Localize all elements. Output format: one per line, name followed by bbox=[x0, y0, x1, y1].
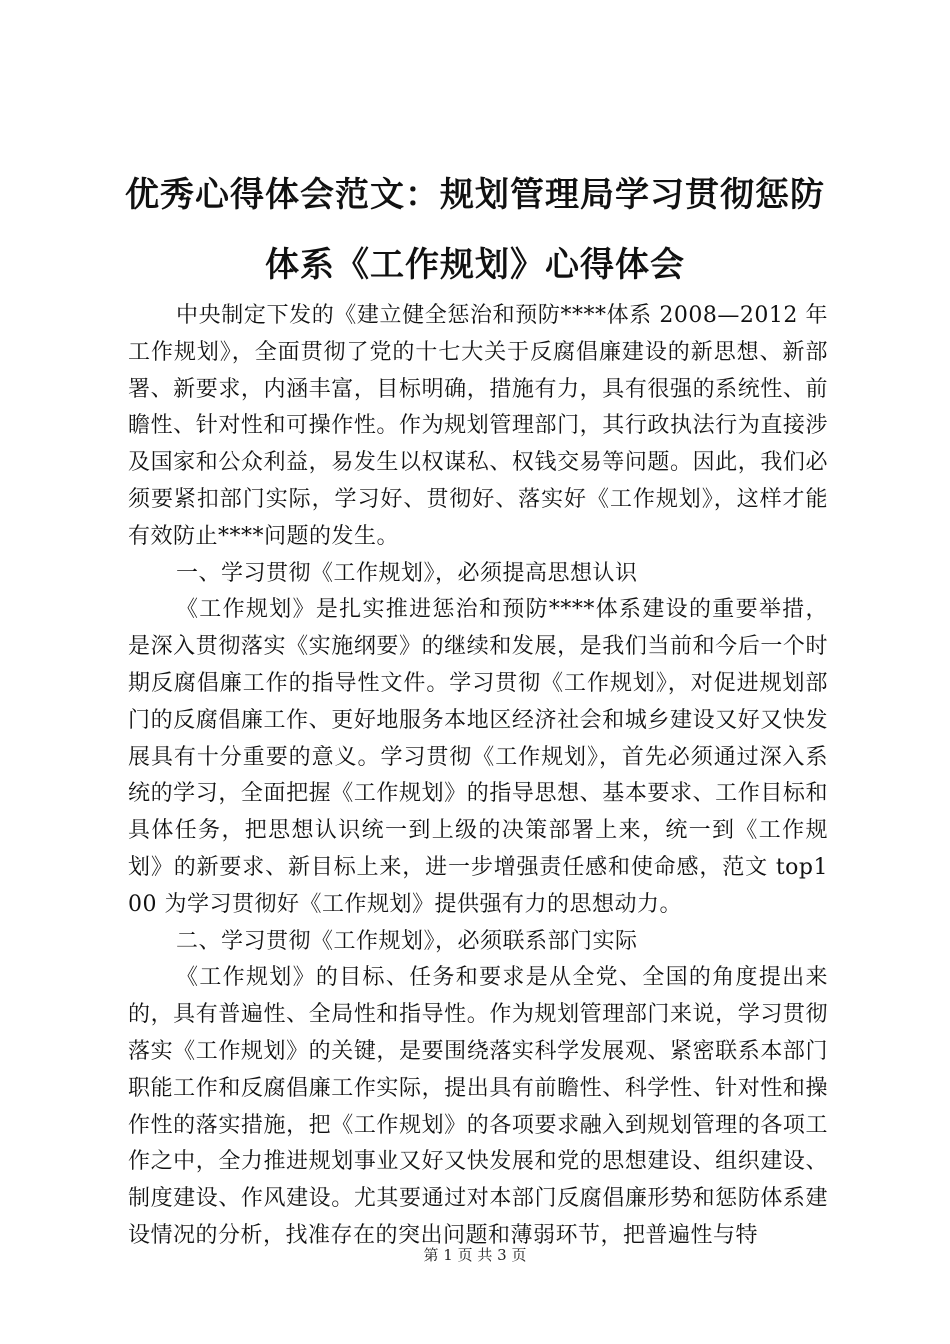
page-number-footer: 第 1 页 共 3 页 bbox=[423, 1246, 527, 1264]
section-heading-1: 一、学习贯彻《工作规划》，必须提高思想认识 bbox=[176, 560, 638, 586]
section-heading-2: 二、学习贯彻《工作规划》，必须联系部门实际 bbox=[176, 928, 638, 954]
title-line-1: 优秀心得体会范文：规划管理局学习贯彻惩防 bbox=[125, 175, 825, 215]
title-line-2: 体系《工作规划》心得体会 bbox=[265, 245, 685, 285]
document-body bbox=[128, 298, 828, 1255]
paragraph-section-1: 《工作规划》是扎实推进惩治和预防****体系建设的重要举措，是深入贯彻落实《实施纲要》的继续和发展，是我们当前和今后一个时期反腐倡廉工作的指导性文件。学习贯彻《工作规划》，对促进规划部门的反腐倡廉工作、更好地服务本地区经济社会和城乡建设又好又快发展具有十分重要的意义。学习贯彻《工作规划》，首先必须通过深入系统的学习，全面把握《工作规划》的指导思想、基本要求、工作目标和具体任务，把思想认识统一到上级的决策部署上来，统一到《工作规划》的新要求、新目标上来，进一步增强责任感和使命感，范文 top100 为学习贯彻好《工作规划》提供强有力的思想动力。 bbox=[128, 597, 828, 917]
paragraph-section-2: 《工作规划》的目标、任务和要求是从全党、全国的角度提出来的，具有普遍性、全局性和指导性。作为规划管理部门来说，学习贯彻落实《工作规划》的关键，是要围绕落实科学发展观、紧密联系本部门职能工作和反腐倡廉工作实际，提出具有前瞻性、科学性、针对性和操作性的落实措施，把《工作规划》的各项要求融入到规划管理的各项工作之中，全力推进规划事业又好又快发展和党的思想建设、组织建设、制度建设、作风建设。尤其要通过对本部门反腐倡廉形势和惩防体系建设情况的分析，找准存在的突出问题和薄弱环节，把普遍性与特 bbox=[128, 965, 828, 1248]
document-title bbox=[90, 160, 860, 300]
paragraph-intro: 中央制定下发的《建立健全惩治和预防****体系 2008—2012 年工作规划》，全面贯彻了党的十七大关于反腐倡廉建设的新思想、新部署、新要求，内涵丰富，目标明确，措施有力，具有很强的系统性、前瞻性、针对性和可操作性。作为规划管理部门，其行政执法行为直接涉及国家和公众利益，易发生以权谋私、权钱交易等问题。因此，我们必须要紧扣部门实际，学习好、贯彻好、落实好《工作规划》，这样才能有效防止****问题的发生。 bbox=[128, 303, 828, 549]
